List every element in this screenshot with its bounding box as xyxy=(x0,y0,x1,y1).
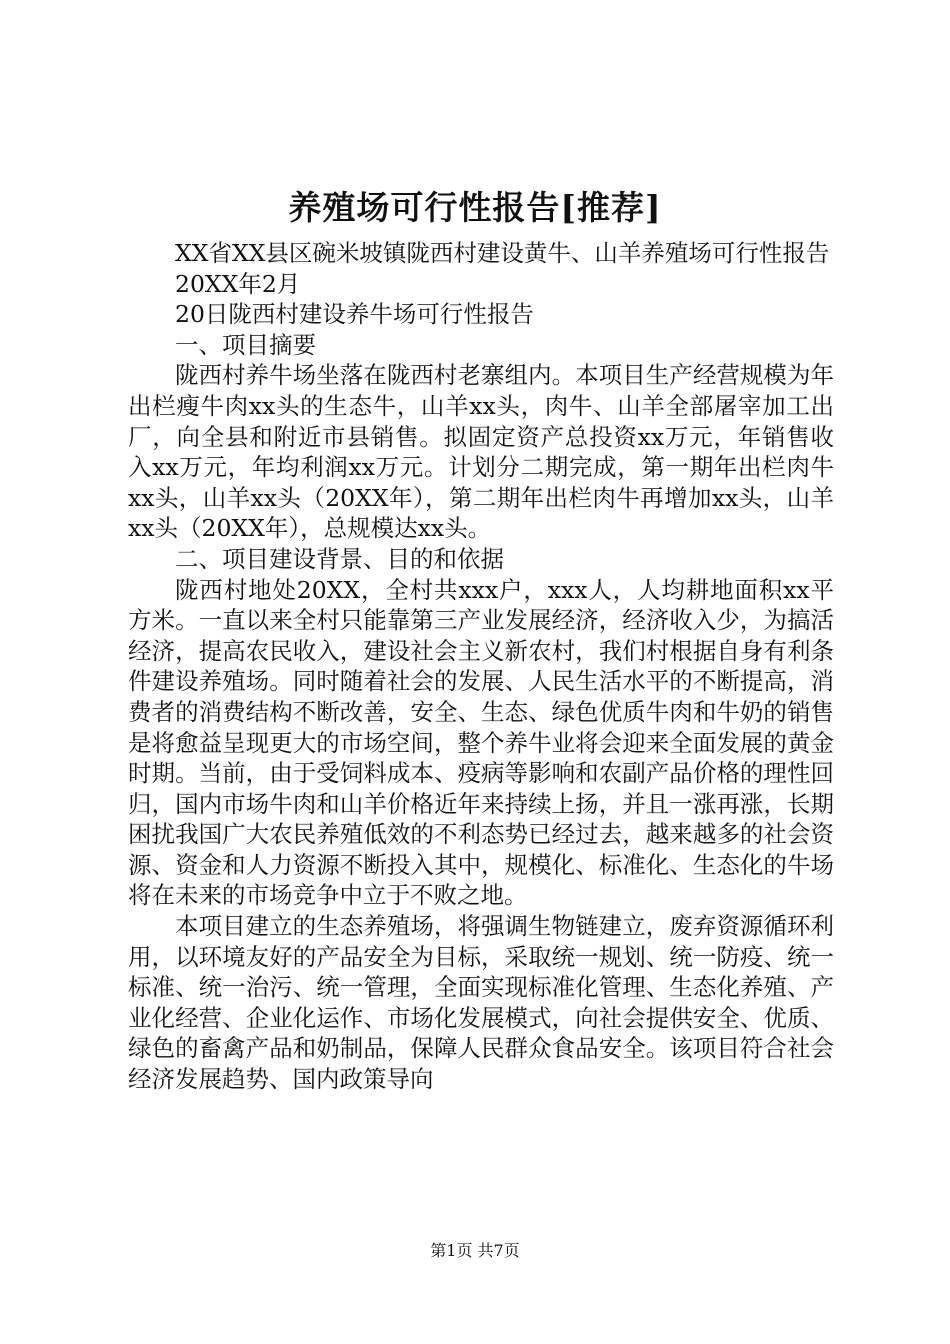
document-body xyxy=(128,238,834,1095)
page-footer: 第1页 共7页 xyxy=(430,1241,520,1260)
section-heading-summary: 一、项目摘要 xyxy=(175,330,316,359)
section-heading-background: 二、项目建设背景、目的和依据 xyxy=(175,544,504,573)
paragraph-date: 20XX年2月 xyxy=(175,269,301,298)
paragraph-background: 陇西村地处20XX，全村共xxx户，xxx人，人均耕地面积xx平方米。一直以来全村只能靠第三产业发展经济，经济收入少，为搞活经济，提高农民收入，建设社会主义新农村，我们村根据自身有利条件建设养殖场。同时随着社会的发展、人民生活水平的不断提高，消费者的消费结构不断改善，安全、生态、绿色优质牛肉和牛奶的销售是将愈益呈现更大的市场空间，整个养牛业将会迎来全面发展的黄金时期。当前，由于受饲料成本、疫病等影响和农副产品价格的理性回归，国内市场牛肉和山羊价格近年来持续上扬，并且一涨再涨，长期困扰我国广大农民养殖低效的不利态势已经过去，越来越多的社会资源、资金和人力资源不断投入其中，规模化、标准化、生态化的牛场将在未来的市场竞争中立于不败之地。 xyxy=(128,575,834,910)
paragraph-project-goals: 本项目建立的生态养殖场，将强调生物链建立，废弃资源循环利用，以环境友好的产品安全为目标，采取统一规划、统一防疫、统一标准、统一治污、统一管理，全面实现标准化管理、生态化养殖、产业化经营、企业化运作、市场化发展模式，向社会提供安全、优质、绿色的畜禽产品和奶制品，保障人民群众食品安全。该项目符合社会经济发展趋势、国内政策导向 xyxy=(128,912,834,1094)
paragraph-summary: 陇西村养牛场坐落在陇西村老寨组内。本项目生产经营规模为年出栏瘦牛肉xx头的生态牛，山羊xx头，肉牛、山羊全部屠宰加工出厂，向全县和附近市县销售。拟固定资产总投资xx万元，年销售收入xx万元，年均利润xx万元。计划分二期完成，第一期年出栏肉牛xx头，山羊xx头（20XX年），第二期年出栏肉牛再增加xx头，山羊xx头（20XX年），总规模达xx头。 xyxy=(128,361,834,543)
paragraph-report-title: 20日陇西村建设养牛场可行性报告 xyxy=(175,300,534,329)
paragraph-intro-heading: XX省XX县区碗米坡镇陇西村建设黄牛、山羊养殖场可行性报告 xyxy=(175,239,830,267)
document-title: 养殖场可行性报告[推荐] xyxy=(288,188,662,227)
